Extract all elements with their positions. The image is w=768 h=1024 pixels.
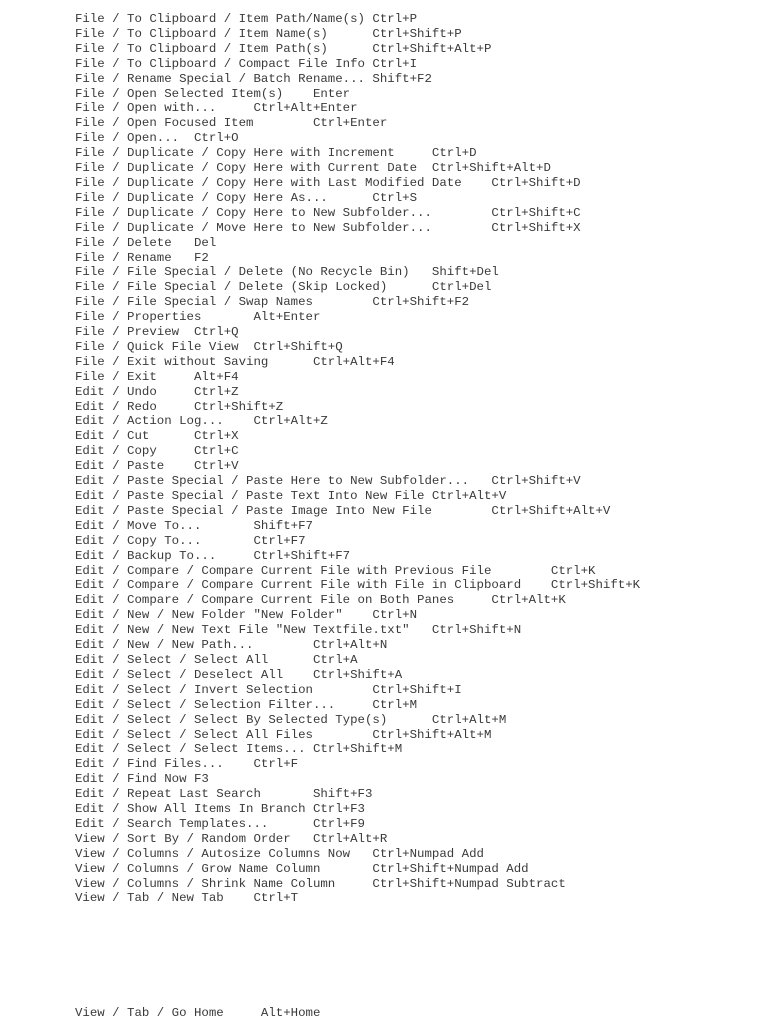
shortcut-line: File / Rename Special / Batch Rename... Shift+F2: [75, 71, 432, 86]
shortcut-line: View / Columns / Autosize Columns Now Ctrl+Numpad Add: [75, 846, 484, 861]
shortcut-line: View / Tab / Go Home Alt+Home: [75, 1006, 321, 1020]
shortcut-line: Edit / New / New Text File "New Textfile.txt" Ctrl+Shift+N: [75, 623, 522, 638]
shortcut-line: Edit / Select / Select All Files Ctrl+Shift+Alt+M: [75, 727, 492, 742]
shortcut-line: Edit / Paste Special / Paste Image Into New File Ctrl+Shift+Alt+V: [75, 503, 611, 518]
shortcut-line: View / Columns / Shrink Name Column Ctrl+Shift+Numpad Subtract: [75, 876, 566, 891]
shortcut-line: File / Properties Alt+Enter: [75, 310, 321, 325]
shortcut-line: Edit / Paste Special / Paste Text Into New File Ctrl+Alt+V: [75, 489, 507, 503]
shortcut-line: File / Duplicate / Copy Here with Increment Ctrl+D: [75, 146, 477, 161]
shortcut-line: File / Exit without Saving Ctrl+Alt+F4: [75, 354, 395, 369]
shortcut-line: Edit / Action Log... Ctrl+Alt+Z: [75, 414, 328, 429]
shortcut-line: Edit / Compare / Compare Current File on Both Panes Ctrl+Alt+K: [75, 593, 566, 608]
shortcut-line: Edit / Cut Ctrl+X: [75, 429, 239, 444]
shortcut-line: File / Duplicate / Copy Here with Current Date Ctrl+Shift+Alt+D: [75, 161, 551, 176]
shortcut-line: File / Rename F2: [75, 250, 209, 265]
shortcut-line: File / Duplicate / Copy Here with Last Modified Date Ctrl+Shift+D: [75, 175, 581, 190]
shortcut-line: File / Duplicate / Copy Here As... Ctrl+S: [75, 190, 418, 205]
shortcut-line: File / Open Focused Item Ctrl+Enter: [75, 116, 388, 131]
shortcut-line: Edit / Select / Invert Selection Ctrl+Shift+I: [75, 682, 462, 697]
shortcut-line: Edit / Undo Ctrl+Z: [75, 384, 239, 399]
shortcut-line: Edit / Select / Select Items... Ctrl+Shift+M: [75, 742, 403, 757]
shortcut-line: Edit / Paste Special / Paste Here to New Subfolder... Ctrl+Shift+V: [75, 474, 581, 489]
shortcut-line: Edit / Copy Ctrl+C: [75, 444, 239, 459]
shortcut-line: File / To Clipboard / Compact File Info Ctrl+I: [75, 56, 418, 71]
shortcut-line: Edit / Backup To... Ctrl+Shift+F7: [75, 548, 351, 563]
shortcut-line: Edit / Move To... Shift+F7: [75, 518, 313, 533]
shortcut-line: Edit / Select / Selection Filter... Ctrl+M: [75, 697, 418, 712]
shortcut-line: View / Sort By / Random Order Ctrl+Alt+R: [75, 831, 388, 846]
shortcut-list: [75, 12, 755, 906]
shortcut-line: Edit / Search Templates... Ctrl+F9: [75, 816, 365, 831]
shortcut-line: File / Quick File View Ctrl+Shift+Q: [75, 339, 343, 354]
shortcut-line: Edit / Show All Items In Branch Ctrl+F3: [75, 802, 365, 817]
shortcut-line: Edit / Find Now F3: [75, 772, 209, 787]
shortcut-line: View / Tab / New Tab Ctrl+T: [75, 891, 299, 906]
shortcut-line: Edit / Select / Select By Selected Type(s) Ctrl+Alt+M: [75, 712, 507, 727]
shortcut-line: File / File Special / Delete (Skip Locked) Ctrl+Del: [75, 280, 492, 295]
shortcut-line: File / To Clipboard / Item Name(s) Ctrl+Shift+P: [75, 26, 462, 41]
shortcut-line: File / Duplicate / Move Here to New Subfolder... Ctrl+Shift+X: [75, 220, 581, 235]
shortcut-line: Edit / Redo Ctrl+Shift+Z: [75, 399, 284, 414]
shortcut-line: Edit / Select / Select All Ctrl+A: [75, 652, 358, 667]
shortcut-line: File / Duplicate / Copy Here to New Subfolder... Ctrl+Shift+C: [75, 205, 581, 220]
shortcut-line: View / Columns / Grow Name Column Ctrl+Shift+Numpad Add: [75, 861, 529, 876]
shortcut-line: Edit / Find Files... Ctrl+F: [75, 757, 299, 772]
shortcut-line: Edit / New / New Folder "New Folder" Ctrl+N: [75, 608, 418, 623]
shortcut-line: File / Exit Alt+F4: [75, 369, 239, 384]
shortcut-line: File / To Clipboard / Item Path(s) Ctrl+Shift+Alt+P: [75, 41, 492, 56]
shortcut-line: File / File Special / Delete (No Recycle Bin) Shift+Del: [75, 265, 499, 280]
shortcut-line: File / Delete Del: [75, 235, 217, 250]
shortcut-line: Edit / Paste Ctrl+V: [75, 459, 239, 474]
shortcut-line: Edit / Repeat Last Search Shift+F3: [75, 787, 373, 802]
shortcut-line: File / Open with... Ctrl+Alt+Enter: [75, 101, 358, 116]
shortcut-line: Edit / Select / Deselect All Ctrl+Shift+A: [75, 667, 403, 682]
shortcut-line: File / To Clipboard / Item Path/Name(s) Ctrl+P: [75, 12, 418, 26]
shortcut-line: Edit / Compare / Compare Current File with File in Clipboard Ctrl+Shift+K: [75, 578, 641, 593]
shortcut-line: Edit / Compare / Compare Current File with Previous File Ctrl+K: [75, 563, 596, 578]
shortcut-line: File / Preview Ctrl+Q: [75, 325, 239, 340]
shortcut-line: Edit / Copy To... Ctrl+F7: [75, 533, 306, 548]
shortcut-line: File / Open... Ctrl+O: [75, 131, 239, 146]
shortcut-list-continued: [75, 1006, 755, 1021]
shortcut-line: File / File Special / Swap Names Ctrl+Shift+F2: [75, 295, 470, 310]
shortcut-line: File / Open Selected Item(s) Enter: [75, 86, 351, 101]
shortcut-line: Edit / New / New Path... Ctrl+Alt+N: [75, 638, 388, 653]
